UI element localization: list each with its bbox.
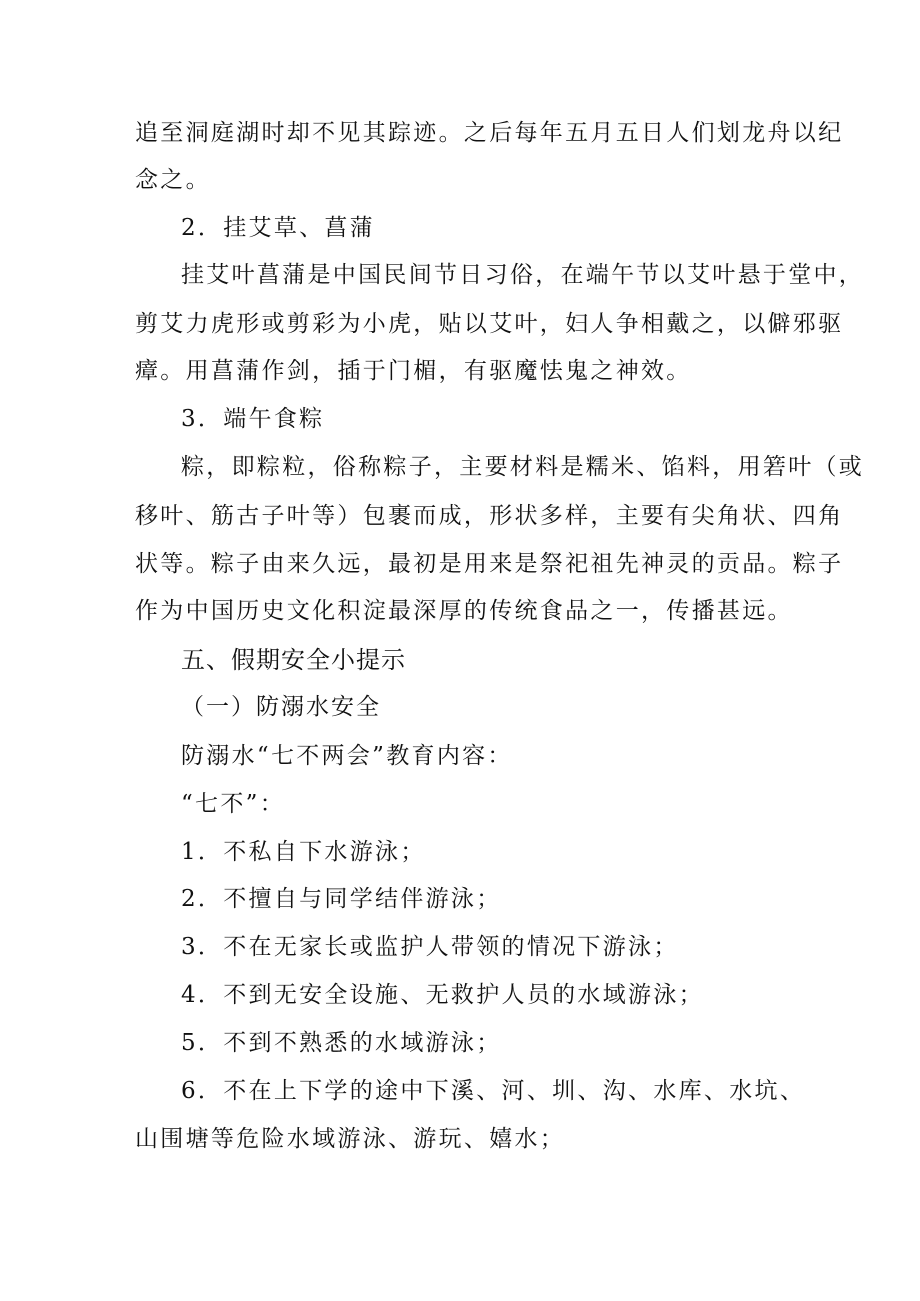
subsection-heading: （一）防溺水安全 bbox=[181, 694, 381, 720]
body-text-line: 追至洞庭湖时却不见其踪迹。之后每年五月五日人们划龙舟以纪 bbox=[135, 120, 844, 146]
list-item: 4．不到无安全设施、无救护人员的水域游泳； bbox=[181, 982, 704, 1008]
subsection-heading: 2．挂艾草、菖蒲 bbox=[181, 215, 376, 241]
list-item: 2．不擅自与同学结伴游泳； bbox=[181, 886, 502, 912]
body-text-line: 挂艾叶菖蒲是中国民间节日习俗，在端午节以艾叶悬于堂中， bbox=[181, 262, 865, 288]
section-heading: 五、假期安全小提示 bbox=[181, 646, 406, 674]
body-text-line: “七不”： bbox=[181, 791, 286, 817]
body-text-line: 瘴。用菖蒲作剑，插于门楣，有驱魔怯鬼之神效。 bbox=[135, 358, 692, 384]
body-text-line: 粽，即粽粒，俗称粽子，主要材料是糯米、馅料，用箬叶（或 bbox=[181, 454, 865, 480]
body-text-line: 念之。 bbox=[135, 167, 211, 193]
body-text-line: 移叶、筋古子叶等）包裹而成，形状多样，主要有尖角状、四角 bbox=[135, 503, 844, 529]
body-text-line: 状等。粽子由来久远，最初是用来是祭祀祖先神灵的贡品。粽子 bbox=[135, 551, 844, 577]
subsection-heading: 3．端午食粽 bbox=[181, 406, 325, 432]
body-text-line: 剪艾力虎形或剪彩为小虎，贴以艾叶，妇人争相戴之，以僻邪驱 bbox=[135, 311, 844, 337]
list-item: 6．不在上下学的途中下溪、河、圳、沟、水库、水坑、 bbox=[181, 1078, 806, 1104]
list-item: 3．不在无家长或监护人带领的情况下游泳； bbox=[181, 934, 679, 960]
body-text-line: 防溺水“七不两会”教育内容： bbox=[181, 743, 513, 769]
list-item: 1．不私自下水游泳； bbox=[181, 839, 426, 865]
body-text-line: 作为中国历史文化积淀最深厚的传统食品之一，传播甚远。 bbox=[135, 598, 793, 624]
list-item: 5．不到不熟悉的水域游泳； bbox=[181, 1030, 502, 1056]
list-item-continuation: 山围塘等危险水域游泳、游玩、嬉水； bbox=[135, 1126, 566, 1152]
